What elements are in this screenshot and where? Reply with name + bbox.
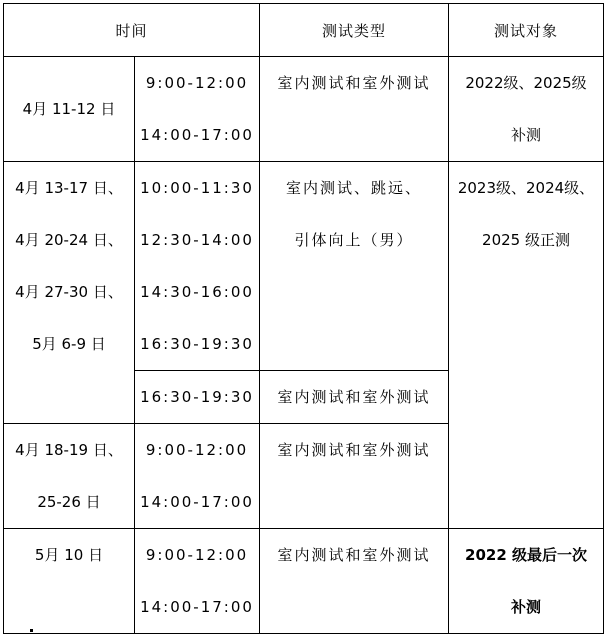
time-slot: 14:00-17:00 — [140, 598, 254, 616]
date-text: 4月 27-30 日、 — [15, 283, 123, 301]
time-slot: 14:30-16:00 — [140, 283, 254, 301]
time-slot: 10:00-11:30 — [140, 179, 254, 197]
time-slot: 14:00-17:00 — [140, 493, 254, 511]
test-type-text: 引体向上（男） — [294, 231, 414, 249]
time-slot-cell — [135, 529, 260, 634]
target-cell — [449, 162, 604, 529]
header-row — [4, 4, 604, 57]
time-slot-cell — [135, 162, 260, 371]
date-cell — [4, 57, 135, 162]
time-slot-cell — [135, 424, 260, 529]
header-target: 测试对象 — [449, 4, 604, 57]
test-type-cell — [260, 424, 449, 529]
test-type-cell — [260, 162, 449, 371]
date-cell — [4, 424, 135, 529]
target-text: 2022 级最后一次 — [465, 546, 587, 564]
time-slot: 9:00-12:00 — [145, 74, 249, 92]
target-text: 补测 — [511, 598, 542, 616]
header-test-type: 测试类型 — [260, 4, 449, 57]
time-slot-cell — [135, 57, 260, 162]
table-row — [4, 162, 604, 371]
target-cell — [449, 529, 604, 634]
target-cell — [449, 57, 604, 162]
table-row — [4, 57, 604, 162]
date-text: 5月 10 日 — [34, 546, 104, 564]
test-type-text: 室内测试和室外测试 — [277, 546, 431, 564]
date-text: 4月 20-24 日、 — [15, 231, 123, 249]
date-text: 4月 11-12 日 — [22, 100, 116, 118]
time-slot: 12:30-14:00 — [140, 231, 254, 249]
time-slot-cell — [135, 371, 260, 424]
date-cell — [4, 529, 135, 634]
target-text: 2022级、2025级 — [465, 74, 587, 92]
time-slot: 9:00-12:00 — [145, 441, 249, 459]
time-slot: 9:00-12:00 — [145, 546, 249, 564]
time-slot: 16:30-19:30 — [140, 388, 254, 406]
date-text: 5月 6-9 日 — [32, 335, 106, 353]
target-text: 2025 级正测 — [482, 231, 570, 249]
test-type-text: 室内测试和室外测试 — [277, 441, 431, 459]
time-slot: 16:30-19:30 — [140, 335, 254, 353]
date-text: 4月 13-17 日、 — [15, 179, 123, 197]
time-slot: 14:00-17:00 — [140, 126, 254, 144]
test-type-cell — [260, 57, 449, 162]
schedule-table — [3, 3, 604, 634]
text-cursor-marker — [30, 629, 33, 632]
date-text: 25-26 日 — [37, 493, 101, 511]
date-text: 4月 18-19 日、 — [15, 441, 123, 459]
target-text: 2023级、2024级、 — [457, 179, 595, 197]
test-type-text: 室内测试、跳远、 — [286, 179, 423, 197]
target-text: 补测 — [511, 126, 542, 144]
test-type-cell — [260, 529, 449, 634]
test-type-text: 室内测试和室外测试 — [277, 388, 431, 406]
test-type-text: 室内测试和室外测试 — [277, 74, 431, 92]
date-cell — [4, 162, 135, 424]
table-row — [4, 529, 604, 634]
test-type-cell — [260, 371, 449, 424]
header-time: 时间 — [4, 4, 260, 57]
